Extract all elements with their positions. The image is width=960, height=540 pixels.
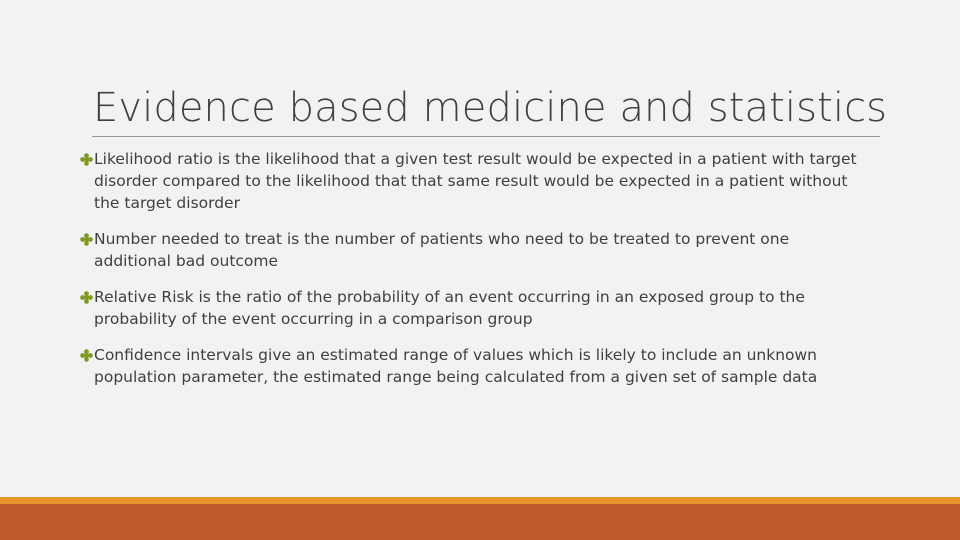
bullet-text: Relative Risk is the ratio of the probability of an event occurring in an exposed group to the probability of the event occurring in a comparison group [94,288,805,328]
diamond-bullet-icon [80,233,93,246]
bullet-item [80,228,870,272]
bullet-list [80,148,870,388]
bullet-text: Likelihood ratio is the likelihood that a given test result would be expected in a patient with target disorder compared to the likelihood that that same result would be expected in a patient without the target disorder [94,150,857,212]
bullet-item [80,344,870,388]
diamond-bullet-icon [80,291,93,304]
bullet-text: Confidence intervals give an estimated range of values which is likely to include an unknown population parameter, the estimated range being calculated from a given set of sample data [94,346,818,386]
footer-accent-stripe [0,497,960,504]
footer-bar [0,504,960,540]
bullet-item [80,286,870,330]
title-divider [92,136,880,137]
bullet-item [80,148,870,214]
diamond-bullet-icon [80,153,93,166]
bullet-text: Number needed to treat is the number of patients who need to be treated to prevent one additional bad outcome [94,230,790,270]
diamond-bullet-icon [80,349,93,362]
slide-title: Evidence based medicine and statistics [93,85,888,131]
